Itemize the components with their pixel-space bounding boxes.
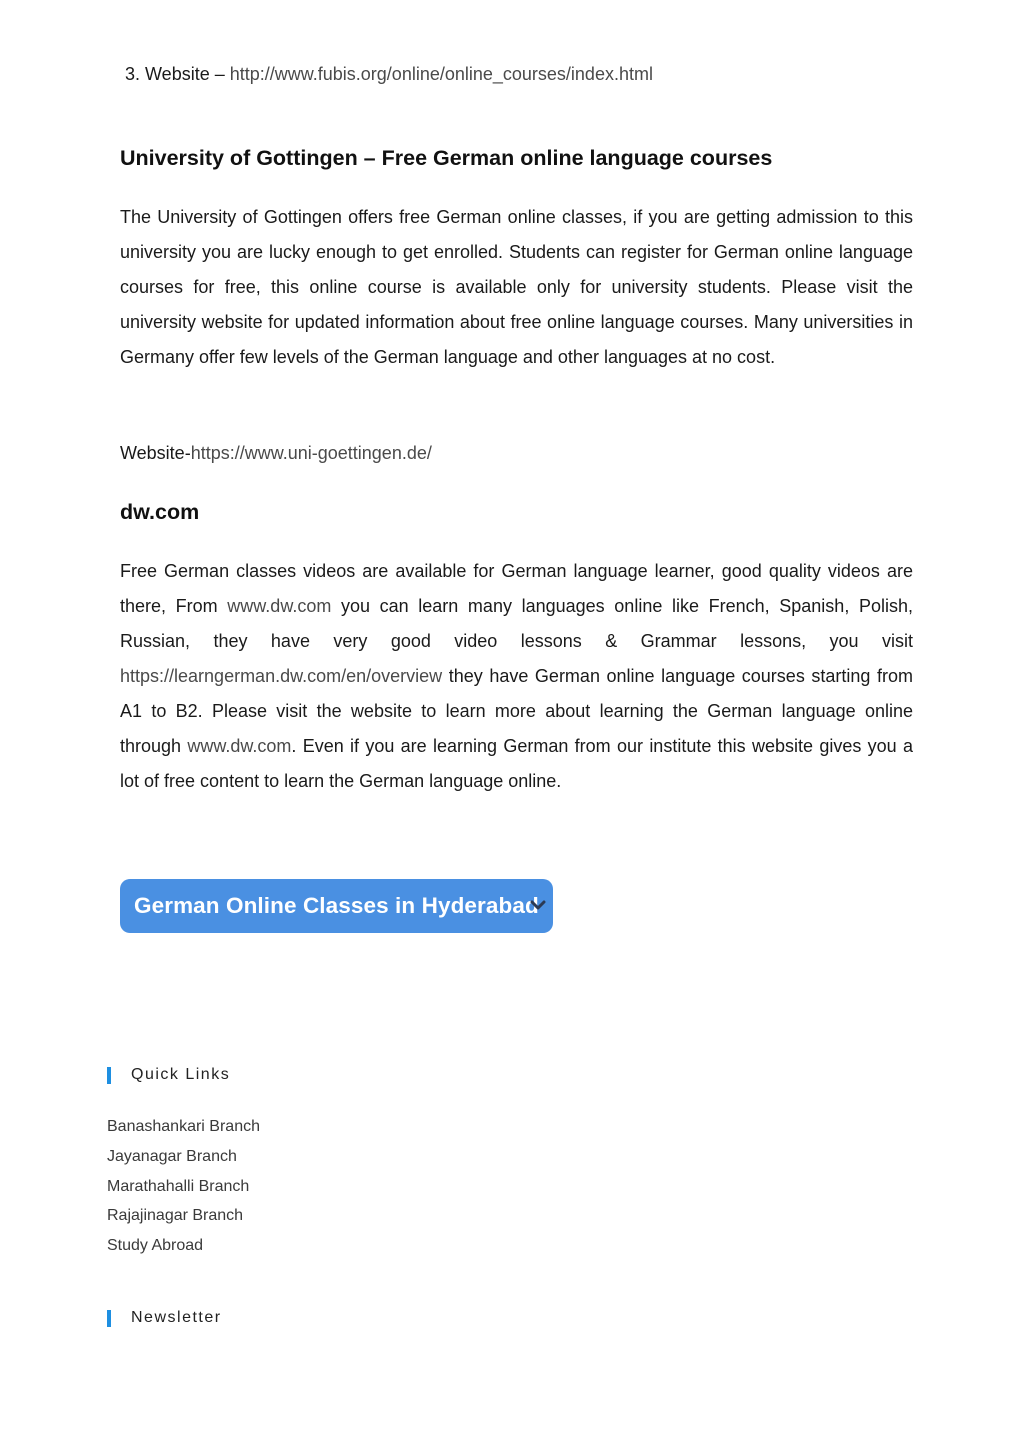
dw-text-3: they have German online language courses starting from A1 to B2. Please visit the website to learn more about learning the German language online through — [120, 666, 913, 756]
quick-link-study-abroad[interactable]: Study Abroad — [107, 1237, 204, 1255]
dw-heading: dw.com — [120, 500, 200, 524]
list-item-website — [125, 61, 653, 87]
dw-link-1[interactable]: www.dw.com — [227, 596, 332, 616]
fubis-link[interactable]: http://www.fubis.org/online/online_courses/index.html — [229, 64, 653, 84]
goettingen-link[interactable]: https://www.uni-goettingen.de/ — [190, 443, 432, 463]
quick-link-rajajinagar[interactable]: Rajajinagar Branch — [107, 1207, 244, 1225]
hyderabad-classes-button[interactable] — [120, 879, 553, 933]
dw-paragraph — [120, 554, 913, 799]
list-item-label: 3. Website – — [125, 64, 230, 84]
gottingen-paragraph: The University of Gottingen offers free German online classes, if you are getting admission to this university you are lucky enough to get enrolled. Students can register for German online language courses for free, this online course is available only for university students. Please visit the university website for updated information about free online language courses. Many universities in Germany offer few levels of the German language and other languages at no cost. — [120, 207, 913, 367]
learngerman-link[interactable]: https://learngerman.dw.com/en/overview — [120, 666, 443, 686]
website-label: Website- — [120, 443, 191, 463]
heading-accent-bar — [107, 1310, 111, 1327]
heading-accent-bar — [107, 1067, 111, 1084]
quick-links-title: Quick Links — [131, 1066, 231, 1083]
quick-link-jayanagar[interactable]: Jayanagar Branch — [107, 1147, 237, 1165]
dw-text-4: . Even if you are learning German from our institute this website gives you a lot of free content to learn the German language online. — [120, 736, 913, 791]
cta-label: German Online Classes in Hyderabad — [134, 893, 539, 918]
chevron-down-icon — [530, 897, 546, 913]
newsletter-heading — [107, 1309, 222, 1327]
dw-link-2[interactable]: www.dw.com — [187, 736, 292, 756]
dw-text-1: Free German classes videos are available for German language learner, good quality videos are there, From — [120, 561, 913, 616]
quick-link-marathahalli[interactable]: Marathahalli Branch — [107, 1177, 250, 1195]
quick-links-list — [107, 1112, 260, 1261]
gottingen-heading: University of Gottingen – Free German online language courses — [120, 146, 773, 170]
dw-text-2: you can learn many languages online like French, Spanish, Polish, Russian, they have very good video lessons & Grammar lessons, you visit — [120, 596, 913, 651]
newsletter-title: Newsletter — [131, 1309, 222, 1326]
quick-link-banashankari[interactable]: Banashankari Branch — [107, 1118, 260, 1135]
quick-links-heading — [107, 1066, 230, 1084]
gottingen-website-line — [120, 439, 432, 467]
